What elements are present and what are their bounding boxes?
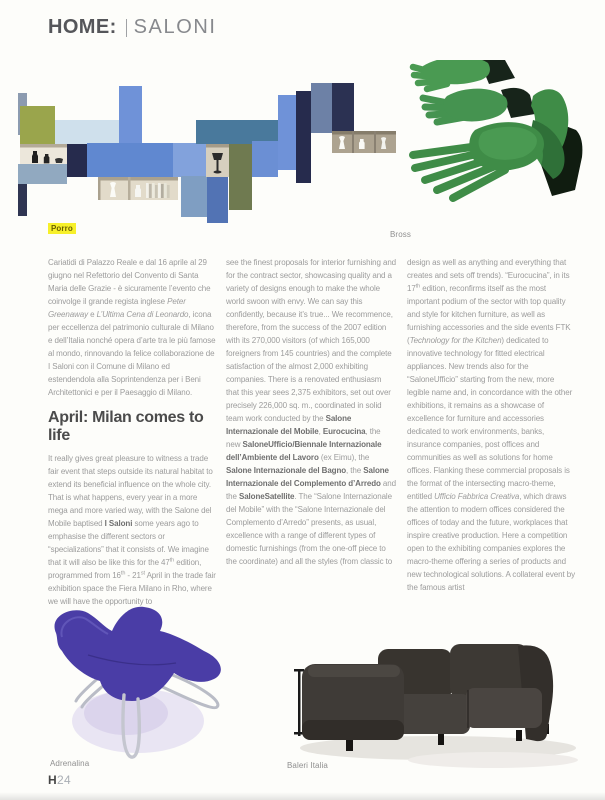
article-column-2 [226, 256, 396, 568]
intro-paragraph-italian: Cariatidi di Palazzo Reale e dal 16 aprile al 29 giugno nel Refettorio del Convento di Santa Maria delle Grazie - è sicuramente l’evento che coinvolge il grande regista inglese Peter Greenaway e L’Ultima Cena di Leonardo, icona per eccellenza del patrimonio culturale di Milano e dell’Italia nonché opera d’arte tra le più famose al mondo, rinnovando la felice collaborazione de I Saloni con il Comune di Milano ed estendendola alla Soprintendenza per i Beni Architettonici e per il Paesaggio di Milano. [48, 258, 216, 397]
section-label: HOME: [48, 16, 117, 38]
column3-paragraph: design as well as anything and everything that creates and sets off trends). “Eurocucina”, in its 17th edition, reconfirms itself as the most important podium of the sector with top quality and style for kitchen furniture, as well as furnishing accessories and the side events FTK (Technology for the Kitchen) dedicated to innovative technology for fitted electrical appliances. New trends also for the “SaloneUfficio” starting from the new, more legible name and, in concordance with the other exhibitions, it remains as a showcase of excellence for furniture and accessories dedicated to work environments, banks, insurance companies, post offices and communities as well as solutions for home offices. Flanking these commercial proposals is the format of the intersecting macro-theme, entitled Ufficio Fabbrica Creativa, which draws the attention to modern offices considered the offices of today and the future, workplaces that inspire creative production. Here a competition open to the exhibiting companies explores the macro-theme offering a series of products and new technological solutions. A collateral event by the famous artist [407, 258, 575, 592]
footer-page-number: 24 [56, 773, 71, 787]
footer-letter: H [48, 773, 57, 787]
porro-caption [48, 224, 76, 233]
article-column-3 [407, 256, 577, 594]
porro-cabinet-image [18, 73, 400, 241]
adrenalina-chair-image [26, 603, 244, 771]
adrenalina-chair-graphic [26, 603, 244, 771]
baleri-sofa-graphic [288, 638, 580, 773]
adrenalina-caption: Adrenalina [50, 759, 90, 768]
column2-paragraph: see the finest proposals for interior furnishing and for the contract sector, showcasing quality and a variety of designs enough to make the whole world swoon with envy. We can say this confidently, because it’s true... We recommence, therefore, from the success of the 2007 edition with its 270,000 visitors (of which 165,000 foreigners from 145 countries) and the complete satisfaction of the almost 2,000 exhibiting companies. There is a renovated enthusiasm that this year sees 2,375 exhibitors, set out over precisely 226,000 sq. m., coordinated in solid team work conducted by the Salone Internazionale del Mobile, Eurocucina, the new SaloneUfficio/Biennale Internazionale dell’Ambiente del Lavoro (ex Eimu), the Salone Internazionale del Bagno, the Salone Internazionale del Complemento d’Arredo and the SaloneSatellite. The “Salone Internazionale del Mobile” with the “Salone Internazionale del Complemento d’Arredo” presents, as usual, excellence with a range of different types of domestic furnishings (from the one-off piece to the coordinate) and all the styles (from classic to [226, 258, 397, 566]
column1-paragraph: It really gives great pleasure to witness a trade fair event that steps outside its natural habitat to extend its beneficial influence on the whole city. That is what happens, every year in a more mega and more varied way, with the Salone del Mobile baptised I Saloni some years ago to emphasise the different sectors or “specializations” that it consists of. We imagine that it will also be like this for the 47th edition, programmed from 16th - 21st April in the trade fair exhibition space the Fiera Milano in Rho, where we will have the opportunity to [48, 454, 216, 606]
bross-chair-image [383, 60, 588, 228]
page-title: SALONI [133, 16, 217, 38]
porro-caption-highlight: Porro [48, 223, 76, 234]
baleri-sofa-image [288, 638, 580, 773]
page-header [48, 16, 217, 39]
page-footer [48, 773, 71, 787]
header-divider: | [124, 17, 128, 38]
article-column-1 [48, 256, 218, 608]
article-heading: April: Milan comes to life [48, 409, 204, 444]
bross-chair-graphic [383, 60, 588, 228]
baleri-caption: Baleri Italia [287, 761, 328, 770]
porro-cabinet-graphic [18, 73, 400, 241]
bross-caption: Bross [390, 230, 411, 239]
